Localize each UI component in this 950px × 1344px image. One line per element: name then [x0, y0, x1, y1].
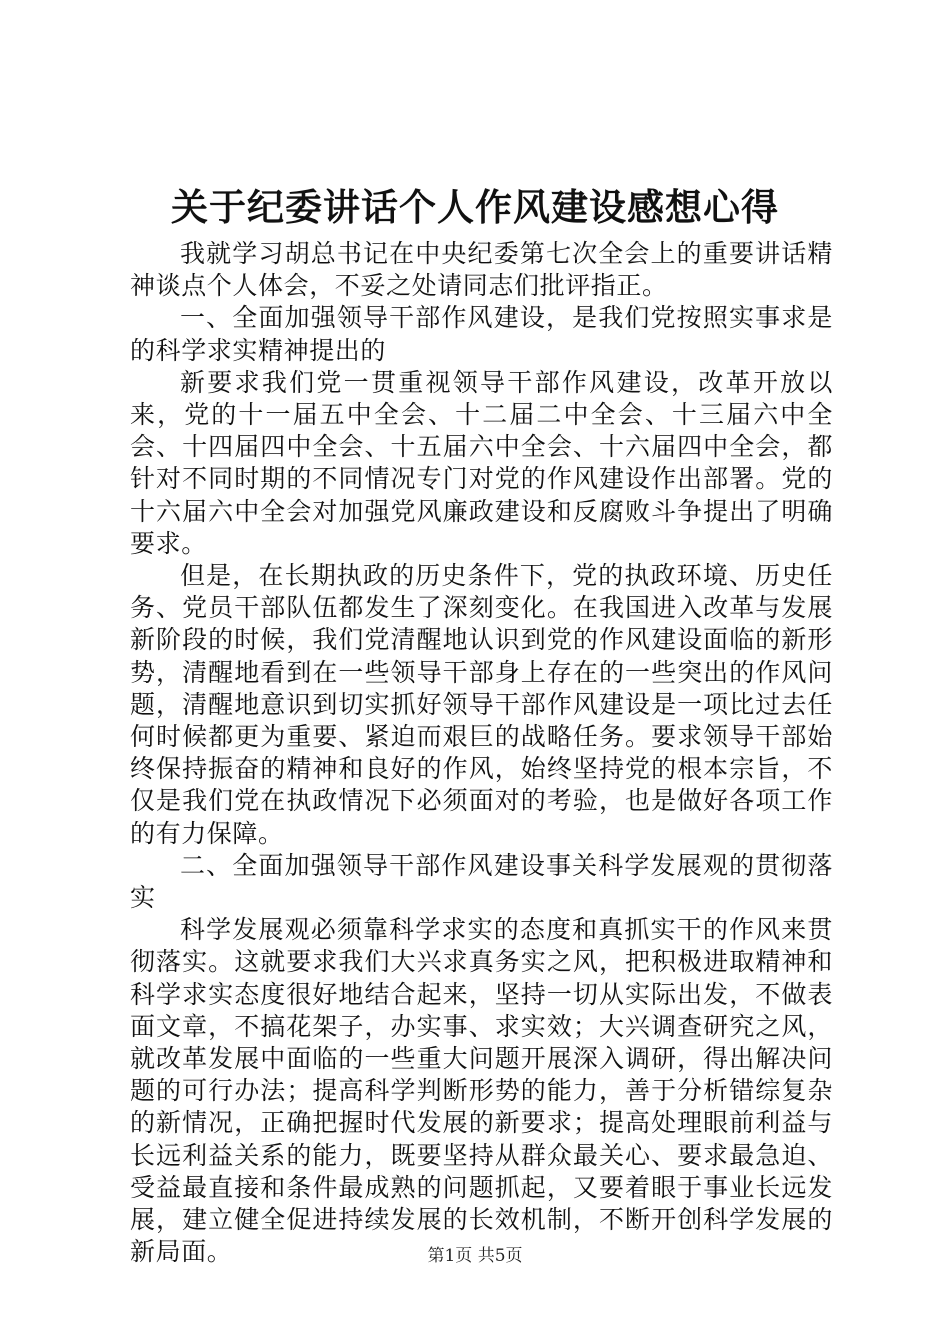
paragraph-heading-1: 一、全面加强领导干部作风建设，是我们党按照实事求是的科学求实精神提出的 [130, 303, 833, 365]
document-title: 关于纪委讲话个人作风建设感想心得 [171, 186, 779, 229]
paragraph-new-requirements: 新要求我们党一贯重视领导干部作风建设，改革开放以来，党的十一届五中全会、十二届二中全会、十三届六中全会、十四届四中全会、十五届六中全会、十六届四中全会，都针对不同时期的不同情况专门对党的作风建设作出部署。党的十六届六中全会对加强党风廉政建设和反腐败斗争提出了明确要求。 [130, 367, 833, 558]
paragraph-scientific-development: 科学发展观必须靠科学求实的态度和真抓实干的作风来贯彻落实。这就要求我们大兴求真务实之风，把积极进取精神和科学求实态度很好地结合起来，坚持一切从实际出发，不做表面文章，不搞花架子，办实事、求实效；大兴调查研究之风，就改革发展中面临的一些重大问题开展深入调研，得出解决问题的可行办法；提高科学判断形势的能力，善于分析错综复杂的新情况，正确把握时代发展的新要求；提高处理眼前利益与长远利益关系的能力，既要坚持从群众最关心、要求最急迫、受益最直接和条件最成熟的问题抓起，又要着眼于事业长远发展，建立健全促进持续发展的长效机制，不断开创科学发展的新局面。 [130, 915, 833, 1267]
page-number-footer: 第1页 共5页 [427, 1246, 523, 1266]
paragraph-intro: 我就学习胡总书记在中央纪委第七次全会上的重要讲话精神谈点个人体会，不妥之处请同志们批评指正。 [130, 239, 833, 301]
paragraph-heading-2: 二、全面加强领导干部作风建设事关科学发展观的贯彻落实 [130, 850, 833, 913]
document-body [130, 238, 833, 1269]
paragraph-however: 但是，在长期执政的历史条件下，党的执政环境、历史任务、党员干部队伍都发生了深刻变化。在我国进入改革与发展新阶段的时候，我们党清醒地认识到党的作风建设面临的新形势，清醒地看到在一些领导干部身上存在的一些突出的作风问题，清醒地意识到切实抓好领导干部作风建设是一项比过去任何时候都更为重要、紧迫而艰巨的战略任务。要求领导干部始终保持振奋的精神和良好的作风，始终坚持党的根本宗旨，不仅是我们党在执政情况下必须面对的考验，也是做好各项工作的有力保障。 [130, 561, 833, 848]
